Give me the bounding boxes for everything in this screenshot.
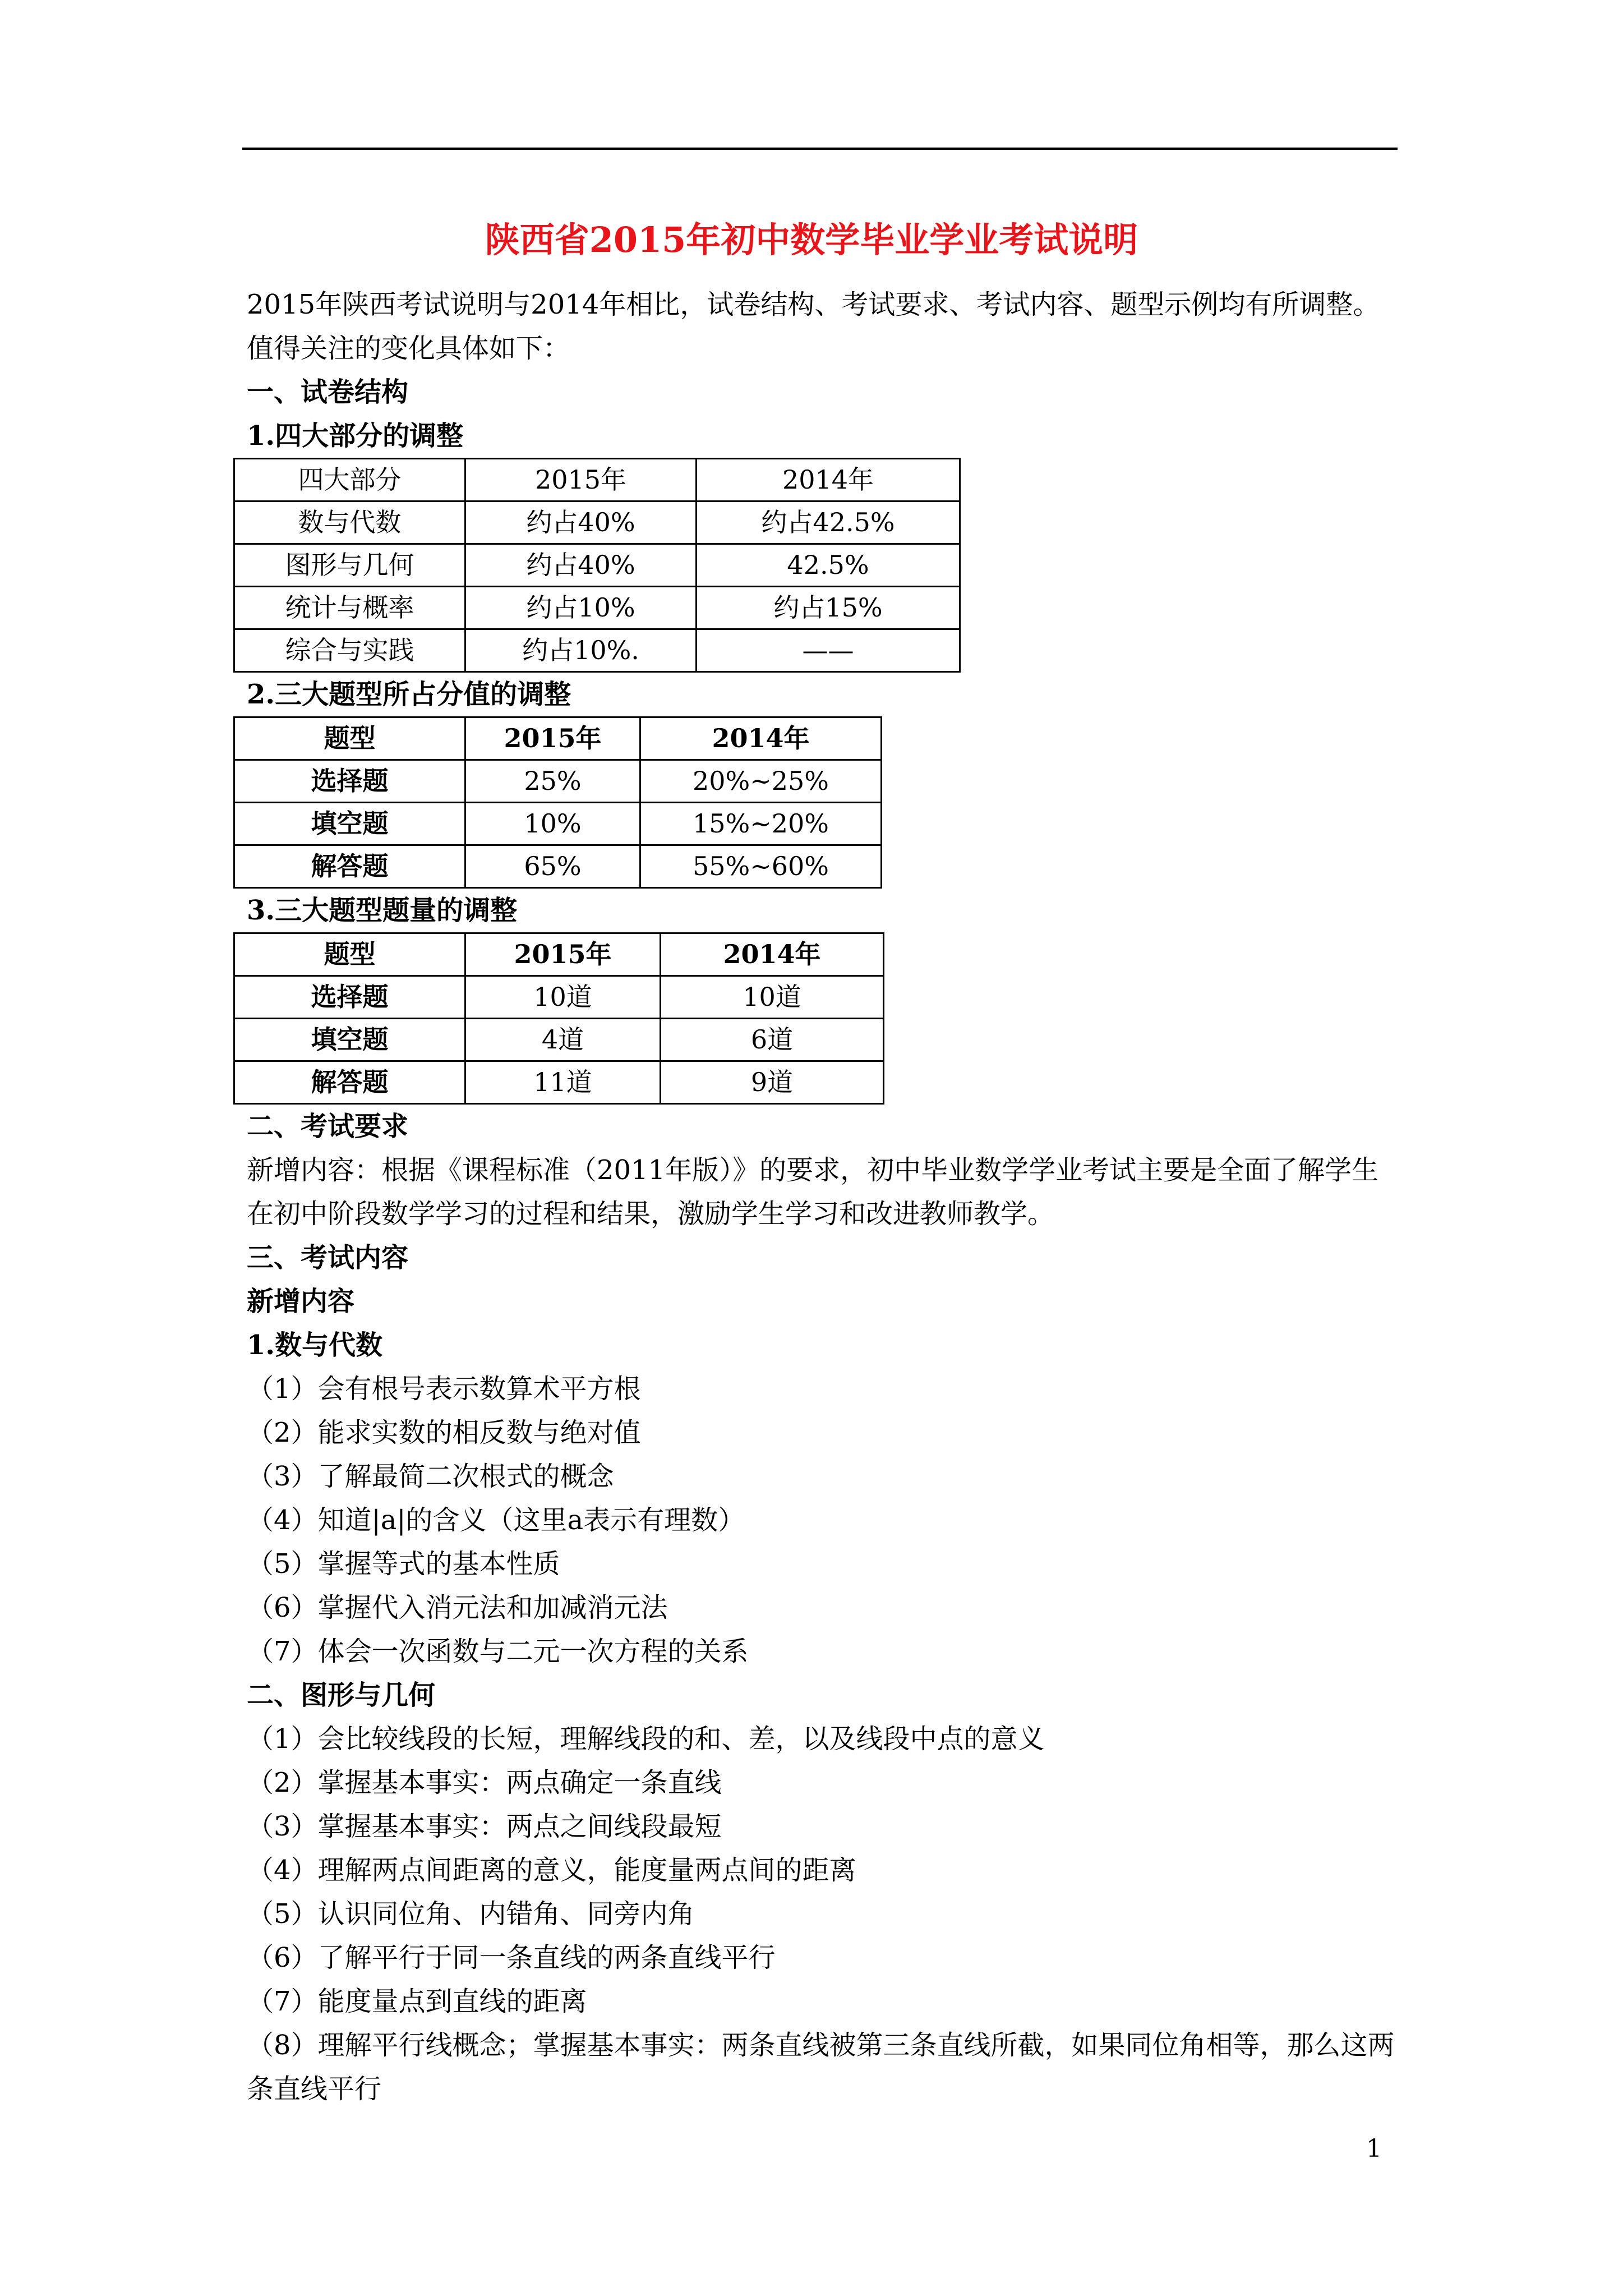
table-row bbox=[234, 1019, 884, 1061]
list-item: （1）会有根号表示数算术平方根 bbox=[247, 1373, 641, 1405]
table-header-cell: 2015年 bbox=[465, 933, 661, 976]
list-item: （8）理解平行线概念；掌握基本事实：两条直线被第三条直线所截，如果同位角相等，那么这两条直线平行 bbox=[247, 2030, 1395, 2105]
table-cell: 数与代数 bbox=[234, 501, 465, 544]
table-cell: 10% bbox=[465, 803, 640, 845]
page-number: 1 bbox=[1366, 2134, 1382, 2163]
section1-heading: 一、试卷结构 bbox=[247, 376, 409, 408]
table-row bbox=[234, 587, 960, 629]
table-row bbox=[234, 803, 882, 845]
table-cell: 42.5% bbox=[697, 544, 960, 587]
table-cell: 统计与概率 bbox=[234, 587, 465, 629]
new-content-heading: 新增内容 bbox=[247, 1286, 355, 1317]
table-header-cell: 2014年 bbox=[697, 459, 960, 501]
table-cell: 选择题 bbox=[234, 976, 465, 1019]
list-item: （7）能度量点到直线的距离 bbox=[247, 1986, 587, 2017]
list-item: （6）掌握代入消元法和加减消元法 bbox=[247, 1592, 668, 1623]
table-header-row bbox=[234, 717, 882, 760]
table-cell: 20%~25% bbox=[640, 760, 882, 803]
table-cell: 解答题 bbox=[234, 845, 465, 888]
section2-text: 新增内容：根据《课程标准（2011年版）》的要求，初中毕业数学学业考试主要是全面了解学生在初中阶段数学学习的过程和结果，激励学生学习和改进教师教学。 bbox=[247, 1154, 1379, 1230]
table-row bbox=[234, 760, 882, 803]
table-header-cell: 2015年 bbox=[465, 717, 640, 760]
table-header-cell: 2015年 bbox=[465, 459, 697, 501]
table-row bbox=[234, 976, 884, 1019]
table-cell: 6道 bbox=[661, 1019, 884, 1061]
list-item: （3）掌握基本事实：两点之间线段最短 bbox=[247, 1811, 722, 1842]
table-row bbox=[234, 501, 960, 544]
intro-paragraph: 2015年陕西考试说明与2014年相比，试卷结构、考试要求、考试内容、题型示例均有所调整。值得关注的变化具体如下： bbox=[247, 289, 1380, 364]
table-cell: 约占10% bbox=[465, 587, 697, 629]
table-row bbox=[234, 845, 882, 888]
document-body bbox=[247, 283, 1396, 2111]
list-item: （2）掌握基本事实：两点确定一条直线 bbox=[247, 1767, 722, 1798]
header-rule bbox=[242, 148, 1398, 150]
table-cell: 55%~60% bbox=[640, 845, 882, 888]
four-parts-table bbox=[233, 458, 961, 673]
table-cell: 综合与实践 bbox=[234, 629, 465, 672]
list-item: （6）了解平行于同一条直线的两条直线平行 bbox=[247, 1942, 776, 1973]
table-cell: 25% bbox=[465, 760, 640, 803]
list-item: （1）会比较线段的长短，理解线段的和、差，以及线段中点的意义 bbox=[247, 1723, 1045, 1755]
sub1-heading: 1.四大部分的调整 bbox=[247, 420, 464, 452]
geometry-heading: 二、图形与几何 bbox=[247, 1680, 436, 1711]
table-cell: 4道 bbox=[465, 1019, 661, 1061]
list-item: （5）认识同位角、内错角、同旁内角 bbox=[247, 1898, 695, 1930]
table-cell: 约占10%. bbox=[465, 629, 697, 672]
table-cell: 约占40% bbox=[465, 544, 697, 587]
table-header-cell: 题型 bbox=[234, 933, 465, 976]
table-row bbox=[234, 1061, 884, 1104]
question-count-table bbox=[233, 932, 884, 1105]
table-row bbox=[234, 629, 960, 672]
table-cell: 10道 bbox=[661, 976, 884, 1019]
table-row bbox=[234, 544, 960, 587]
document-title: 陕西省2015年初中数学毕业学业考试说明 bbox=[485, 219, 1138, 260]
table-cell: 约占15% bbox=[697, 587, 960, 629]
table-cell: 10道 bbox=[465, 976, 661, 1019]
score-share-table bbox=[233, 716, 882, 889]
table-cell: 选择题 bbox=[234, 760, 465, 803]
algebra-heading: 1.数与代数 bbox=[247, 1329, 383, 1361]
table-header-cell: 2014年 bbox=[640, 717, 882, 760]
table-cell: 9道 bbox=[661, 1061, 884, 1104]
table-header-cell: 题型 bbox=[234, 717, 465, 760]
list-item: （5）掌握等式的基本性质 bbox=[247, 1548, 560, 1580]
sub3-heading: 3.三大题型题量的调整 bbox=[247, 895, 518, 926]
table-cell: —— bbox=[697, 629, 960, 672]
list-item: （7）体会一次函数与二元一次方程的关系 bbox=[247, 1636, 749, 1667]
table-header-cell: 2014年 bbox=[661, 933, 884, 976]
table-cell: 填空题 bbox=[234, 803, 465, 845]
table-cell: 解答题 bbox=[234, 1061, 465, 1104]
table-header-row bbox=[234, 933, 884, 976]
list-item: （4）理解两点间距离的意义，能度量两点间的距离 bbox=[247, 1855, 856, 1886]
table-cell: 15%~20% bbox=[640, 803, 882, 845]
table-cell: 11道 bbox=[465, 1061, 661, 1104]
table-cell: 填空题 bbox=[234, 1019, 465, 1061]
table-cell: 约占42.5% bbox=[697, 501, 960, 544]
list-item: （3）了解最简二次根式的概念 bbox=[247, 1461, 614, 1492]
table-header-row bbox=[234, 459, 960, 501]
section3-heading: 三、考试内容 bbox=[247, 1242, 409, 1273]
sub2-heading: 2.三大题型所占分值的调整 bbox=[247, 679, 571, 710]
list-item: （4）知道|a|的含义（这里a表示有理数） bbox=[247, 1504, 745, 1536]
list-item: （2）能求实数的相反数与绝对值 bbox=[247, 1417, 641, 1448]
table-header-cell: 四大部分 bbox=[234, 459, 465, 501]
table-cell: 65% bbox=[465, 845, 640, 888]
table-cell: 图形与几何 bbox=[234, 544, 465, 587]
section2-heading: 二、考试要求 bbox=[247, 1111, 409, 1142]
table-cell: 约占40% bbox=[465, 501, 697, 544]
